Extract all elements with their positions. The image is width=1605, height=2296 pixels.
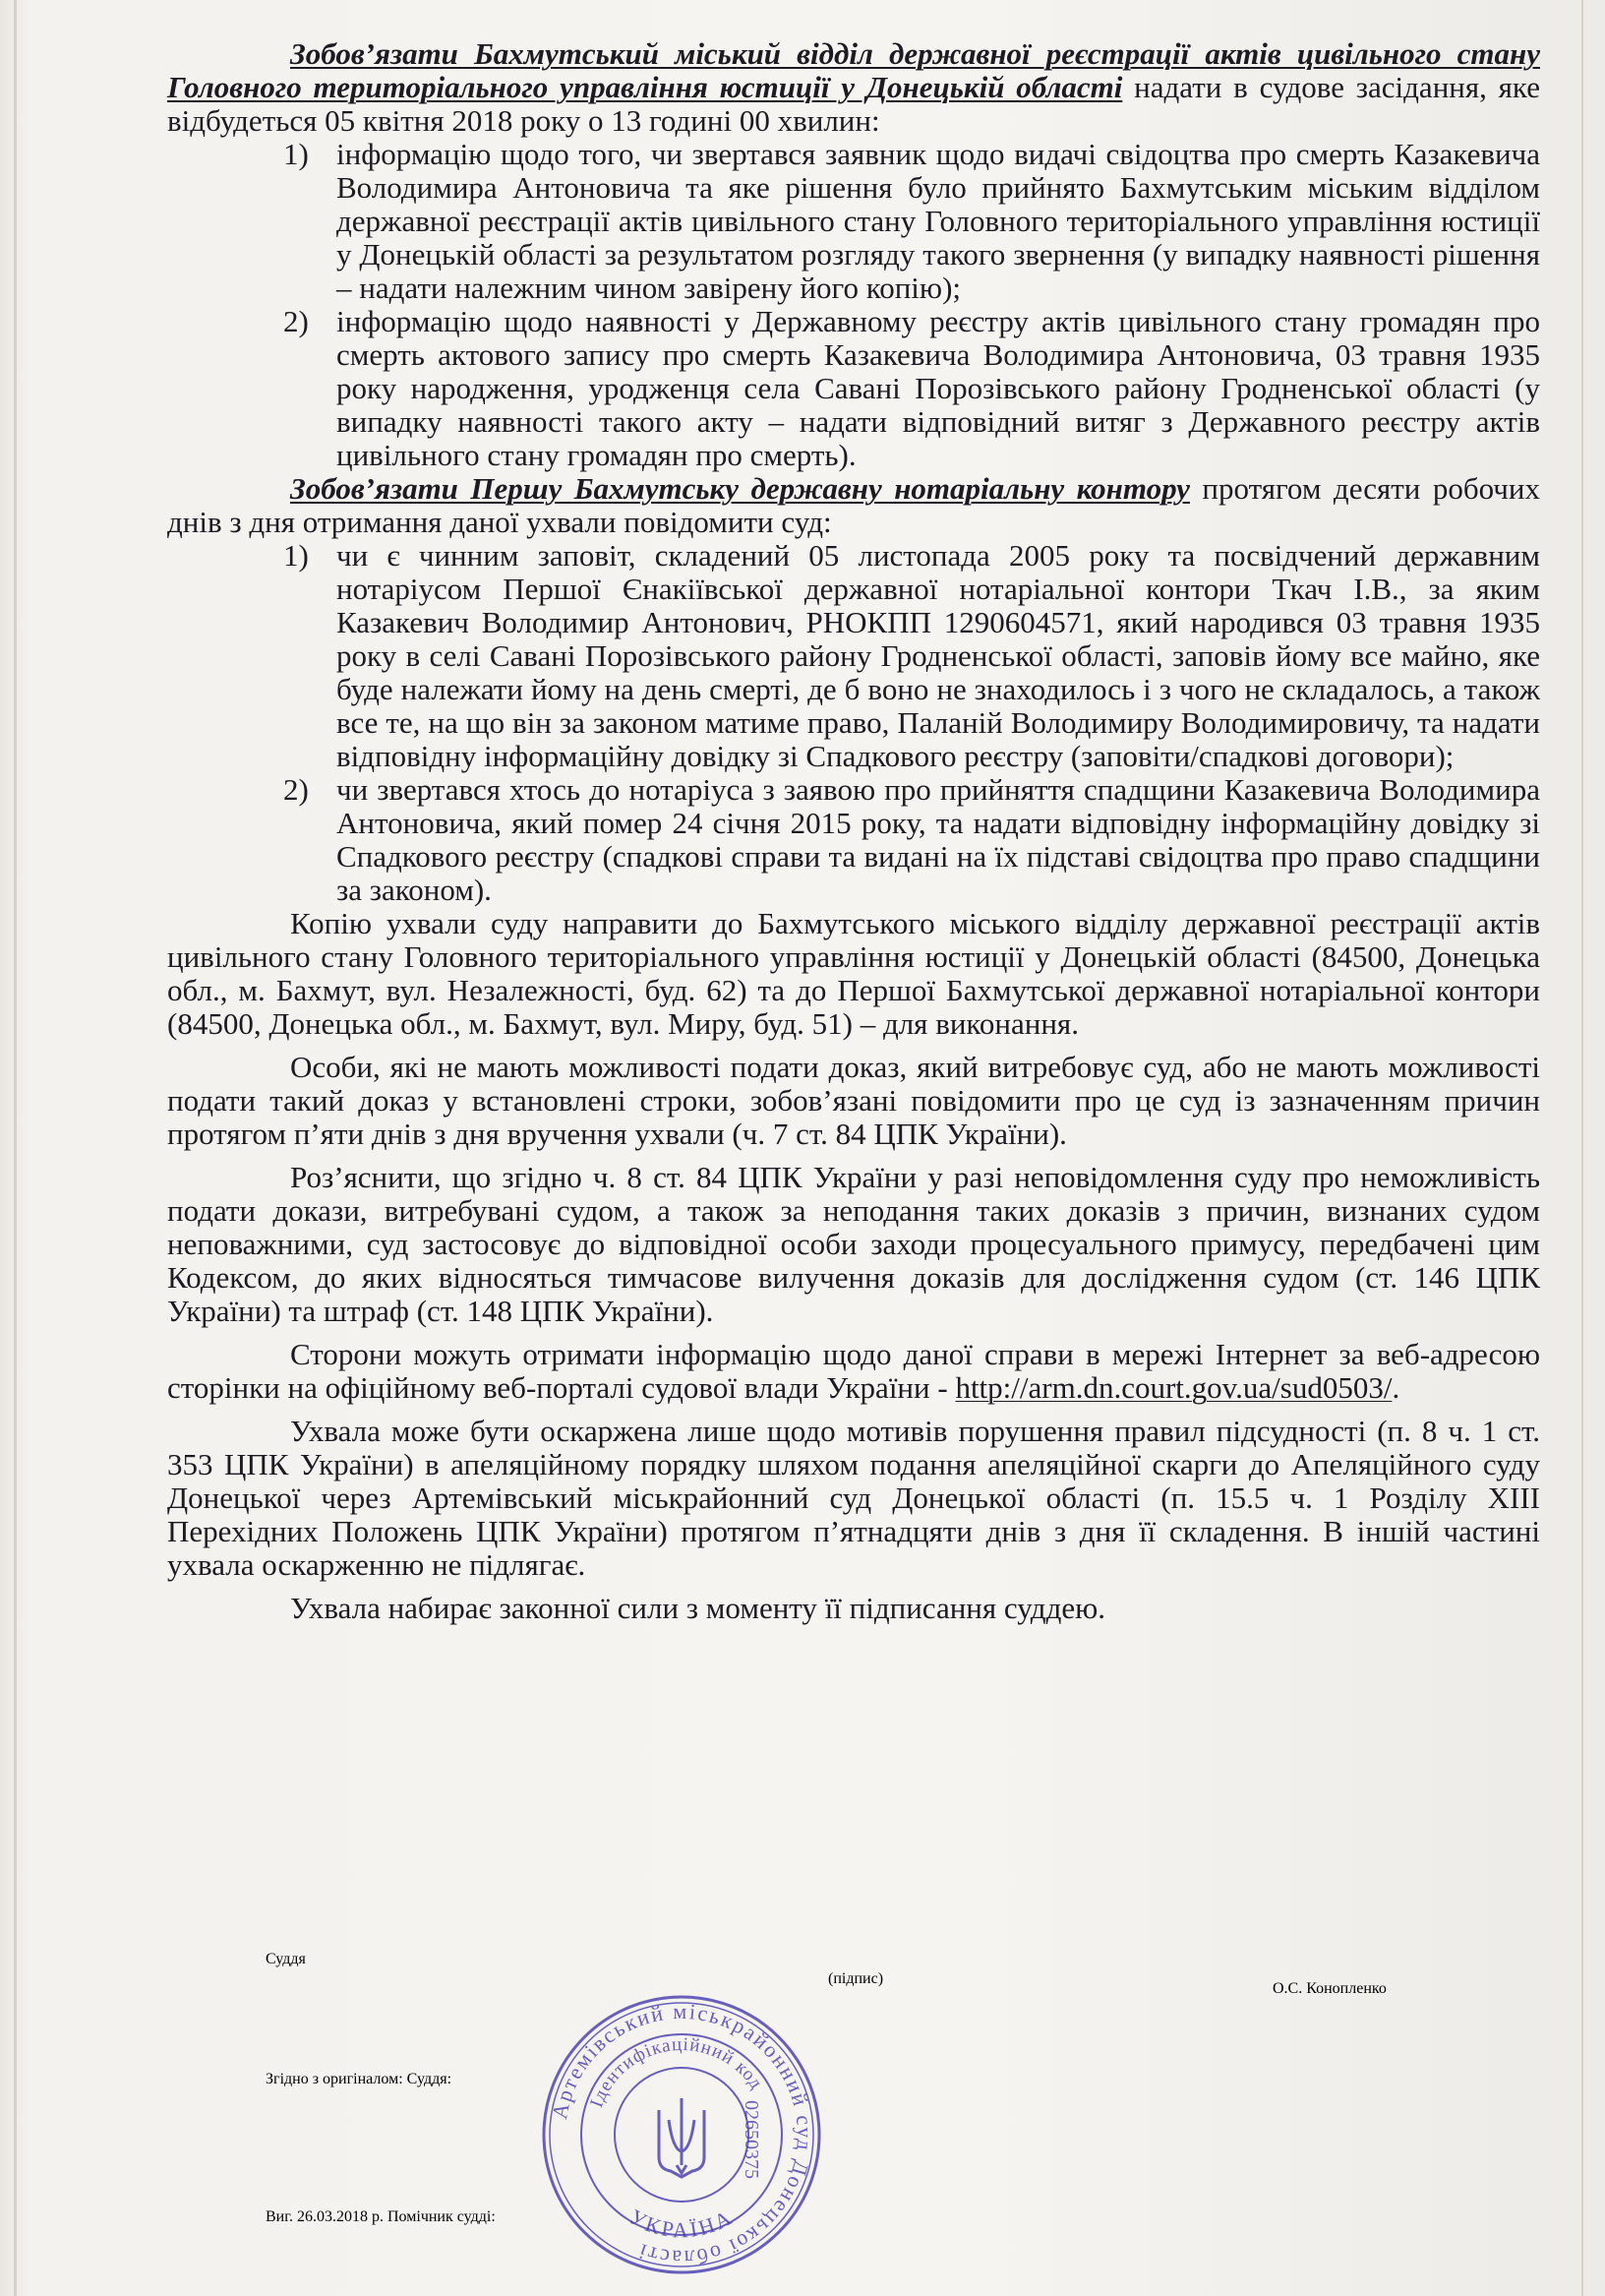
paragraph-appeal: Ухвала може бути оскаржена лише щодо мотивів порушення правил підсудності (п. 8 ч. 1 ст. 353 ЦПК України) в апеляційному порядку шляхом подання апеляційної скарги до Апеляційного суду Донецької через Артемівський міськрайонний суд Донецької області (п. 15.5 ч. 1 Розділу XIII Перехідних Положень ЦПК України) протягом п’ятнадцяти днів з дня її складення. В іншій частині ухвала оскарженню не підлягає.	[167, 1414, 1540, 1582]
copy-certification-row	[167, 2071, 1540, 2110]
list-item-text: інформацію щодо наявності у Державному реєстру актів цивільного стану громадян про смерть актового запису про смерть Казакевича Володимира Антоновича, 03 травня 1935 року народження, уродженця села Савані Порозівського району Гродненської області (у випадку наявності такого акту – надати відповідний витяг з Державного реєстру актів цивільного стану громадян про смерть).	[336, 304, 1540, 472]
court-seal-stamp	[539, 1992, 824, 2277]
list-item-number: 1)	[283, 137, 309, 171]
copy-certification-text: Згідно з оригіналом: Суддя:	[266, 2071, 452, 2087]
stamp-code: 02650375	[741, 2100, 762, 2179]
obligation-registry-rest: надати в судове засідання, яке відбудеться 05 квітня 2018 року о 13 годині 00 хвилин:	[167, 70, 1540, 138]
judge-signature-row	[167, 1951, 1540, 1997]
online-info-text: Сторони можуть отримати інформацію щодо даної справи в мережі Інтернет за веб-адресою сторінки на офіційному веб-порталі судової влади України -	[167, 1337, 1540, 1405]
court-website-link[interactable]: http://arm.dn.court.gov.ua/sud0503/	[955, 1370, 1393, 1405]
list-item-text: чи звертався хтось до нотаріуса з заявою про прийняття спадщини Казакевича Володимира Антоновича, який помер 24 січня 2015 року, та надати відповідну інформаційну довідку зі Спадкового реєстру (спадкові справи та видані на їх підставі свідоцтва про право спадщини за законом).	[336, 772, 1540, 907]
list-item-text: чи є чинним заповіт, складений 05 листопада 2005 року та посвідчений державним нотаріусом Першої Єнакіївської державної нотаріальної контори Ткач І.В., за яким Казакевич Володимир Антонович, РНОКПП 1290604571, який народився 03 травня 1935 року в селі Савані Порозівського району Гродненської області, заповів йому все майно, яке буде належати йому на день смерті, де б воно не знаходилось і з чого не складалось, а також все те, на що він за законом матиме право, Паланій Володимиру Володимировичу, та надати відповідну інформаційну довідку зі Спадкового реєстру (заповіти/спадкові договори);	[336, 538, 1540, 773]
issued-row	[167, 2208, 1540, 2248]
list-item-number: 2)	[283, 304, 309, 338]
paragraph-effective: Ухвала набирає законної сили з моменту її підписання суддею.	[290, 1591, 1106, 1625]
list-item	[283, 772, 1540, 907]
obligation-registry-lead: Зобов’язати Бахмутський міський відділ державної реєстрації актів цивільного стану Головного територіального управління юстиції у Донецькій області	[167, 36, 1540, 104]
registry-request-list	[167, 138, 1540, 472]
stamp-outer-text: Артемівський міськрайонний суд Донецької області	[546, 1998, 818, 2271]
list-item	[283, 137, 1540, 305]
paragraph-obligation-notary	[167, 472, 1540, 539]
document-body	[167, 37, 1540, 1625]
paragraph-explanation: Роз’яснити, що згідно ч. 8 ст. 84 ЦПК України у разі неповідомлення суду про неможливість подати докази, витребувані судом, а також за неподання таких доказів з причин, визнаних судом неповажними, суд застосовує до відповідної особи заходи процесуального примусу, передбачені цим Кодексом, до яких відносяться тимчасове вилучення доказів для дослідження судом (ст. 146 ЦПК України) та штраф (ст. 148 ЦПК України).	[167, 1160, 1540, 1328]
list-item	[283, 304, 1540, 472]
paragraph-copy-direction: Копію ухвали суду направити до Бахмутського міського відділу державної реєстрації актів цивільного стану Головного територіального управління юстиції у Донецькій області (84500, Донецька обл., м. Бахмут, вул. Незалежності, буд. 62) та до Першої Бахмутської державної нотаріальної контори (84500, Донецька обл., м. Бахмут, вул. Миру, буд. 51) – для виконання.	[167, 906, 1540, 1041]
paragraph-obligation-registry	[167, 37, 1540, 138]
online-info-end: .	[1392, 1370, 1400, 1405]
notary-request-list	[167, 539, 1540, 907]
paragraph-evidence-notice: Особи, які не мають можливості подати доказ, який витребовує суд, або не мають можливості подати такий доказ у встановлені строки, зобов’язані повідомити про це суд із зазначенням причин протягом п’яти днів з дня вручення ухвали (ч. 7 ст. 84 ЦПК України).	[167, 1050, 1540, 1151]
stamp-country: УКРАЇНА	[624, 2204, 739, 2243]
judge-name: О.С. Конопленко	[1273, 1980, 1387, 1997]
list-item-number: 1)	[283, 538, 309, 573]
trident-emblem-icon	[659, 2098, 704, 2177]
list-item-number: 2)	[283, 772, 309, 807]
obligation-notary-rest: протягом десяти робочих днів з дня отримання даної ухвали повідомити суд:	[167, 471, 1540, 539]
issued-text: Виг. 26.03.2018 р. Помічник судді:	[266, 2208, 496, 2225]
obligation-notary-lead: Зобов’язати Першу Бахмутську державну нотаріальну контору	[290, 471, 1190, 506]
stamp-inner-text: Ідентифікаційний код	[586, 2033, 767, 2111]
list-item	[283, 538, 1540, 773]
judge-label: Суддя	[266, 1951, 306, 1967]
paragraph-online-info	[167, 1338, 1540, 1405]
list-item-text: інформацію щодо того, чи звертався заявник щодо видачі свідоцтва про смерть Казакевича Володимира Антоновича та яке рішення було прийнято Бахмутським міським відділом державної реєстрації актів цивільного стану Головного територіального управління юстиції у Донецькій області за результатом розгляду такого звернення (у випадку наявності рішення – надати належним чином завірену його копію);	[336, 137, 1540, 305]
signature-note: (підпис)	[828, 1970, 884, 1987]
